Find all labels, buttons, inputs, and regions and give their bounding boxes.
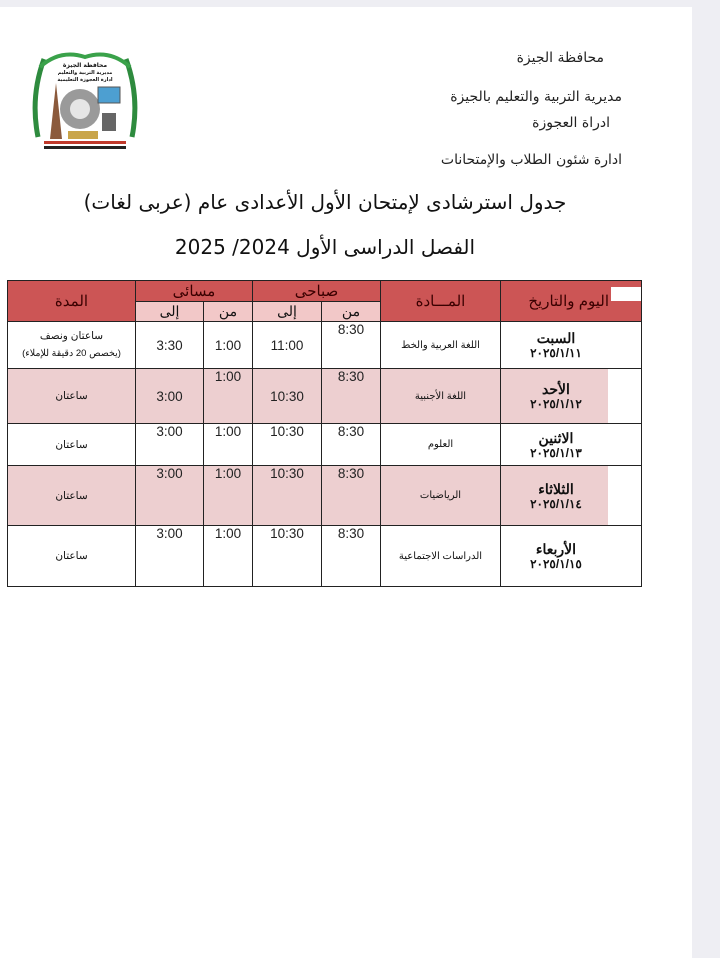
morning-to-cell: 11:00 (253, 322, 322, 369)
exam-schedule-table (7, 280, 642, 587)
table-row (8, 369, 642, 424)
directorate-name: مديرية التربية والتعليم بالجيزة (450, 89, 622, 105)
table-row (8, 466, 642, 526)
subject-cell: الرياضيات (381, 466, 501, 526)
svg-text:مديرية التربية والتعليم: مديرية التربية والتعليم (57, 70, 113, 76)
day-name: الأربعاء (535, 541, 577, 557)
day-date-cell (501, 526, 642, 587)
svg-text:ادارة العجوزة التعليمية: ادارة العجوزة التعليمية (57, 77, 113, 83)
header-morning-to: إلى (253, 302, 322, 322)
table-row (8, 526, 642, 587)
subject-cell: العلوم (381, 424, 501, 466)
exam-date: ٢٠٢٥/١/١١ (530, 346, 582, 360)
header-morning-from: من (322, 302, 381, 322)
day-name: الثلاثاء (538, 480, 574, 497)
semester-subtitle: الفصل الدراسى الأول 2024/ 2025 (174, 235, 476, 259)
duration-cell: ساعتان (8, 424, 136, 466)
header-day-date: اليوم والتاريخ (501, 281, 642, 322)
morning-from-cell: 8:30 (322, 424, 381, 466)
governorate-name: محافظة الجيزة (516, 50, 604, 66)
evening-from-cell: 1:00 (204, 369, 253, 424)
day-date-cell (501, 369, 642, 424)
table-row (8, 322, 642, 369)
day-name: الأحد (542, 381, 570, 397)
evening-from-cell: 1:00 (204, 466, 253, 526)
header-evening-from: من (204, 302, 253, 322)
morning-to-cell: 10:30 (253, 424, 322, 466)
morning-to-cell: 10:30 (253, 526, 322, 587)
duration-text: ساعتان ونصف (39, 330, 104, 342)
subject-cell: الدراسات الاجتماعية (381, 526, 501, 587)
evening-to-cell: 3:00 (136, 424, 204, 466)
day-name: السبت (536, 330, 576, 346)
duration-cell: ساعتان (8, 466, 136, 526)
duration-cell (8, 322, 136, 369)
header-evening: مسائى (136, 281, 253, 302)
subject-cell: اللغة العربية والخط (381, 322, 501, 369)
day-date-cell (501, 466, 642, 526)
evening-from-cell: 1:00 (204, 424, 253, 466)
evening-to-cell: 3:00 (136, 369, 204, 424)
morning-from-cell: 8:30 (322, 526, 381, 587)
exam-date: ٢٠٢٥/١/١٤ (530, 496, 582, 511)
evening-to-cell: 3:30 (136, 322, 204, 369)
exam-date: ٢٠٢٥/١/١٣ (530, 445, 582, 460)
header-duration: المدة (8, 281, 136, 322)
day-date-cell (501, 424, 642, 466)
table-row (8, 424, 642, 466)
header-evening-to: إلى (136, 302, 204, 322)
duration-note: (يخصص 20 دقيقة للإملاء) (22, 348, 121, 359)
morning-to-cell: 10:30 (253, 369, 322, 424)
evening-to-cell: 3:00 (136, 466, 204, 526)
morning-to-cell: 10:30 (253, 466, 322, 526)
duration-cell: ساعتان (8, 526, 136, 587)
morning-from-cell: 8:30 (322, 466, 381, 526)
document-page (0, 7, 692, 958)
header-morning: صباحى (253, 281, 381, 302)
education-directorate-logo-icon (30, 47, 140, 155)
duration-cell: ساعتان (8, 369, 136, 424)
schedule-title: جدول استرشادى لإمتحان الأول الأعدادى عام (عربى لغات) (83, 190, 567, 214)
administration-name: ادراة العجوزة (532, 115, 610, 131)
evening-from-cell: 1:00 (204, 526, 253, 587)
svg-text:محافظة الجيزة: محافظة الجيزة (62, 62, 108, 69)
day-name: الاثنين (538, 429, 574, 446)
evening-from-cell: 1:00 (204, 322, 253, 369)
exam-date: ٢٠٢٥/١/١٥ (530, 557, 582, 571)
department-name: ادارة شئون الطلاب والإمتحانات (440, 152, 622, 168)
exam-date: ٢٠٢٥/١/١٢ (530, 397, 582, 411)
morning-from-cell: 8:30 (322, 322, 381, 369)
morning-from-cell: 8:30 (322, 369, 381, 424)
evening-to-cell: 3:00 (136, 526, 204, 587)
subject-cell: اللغة الأجنبية (381, 369, 501, 424)
day-date-cell (501, 322, 642, 369)
header-subject: المـــادة (381, 281, 501, 322)
